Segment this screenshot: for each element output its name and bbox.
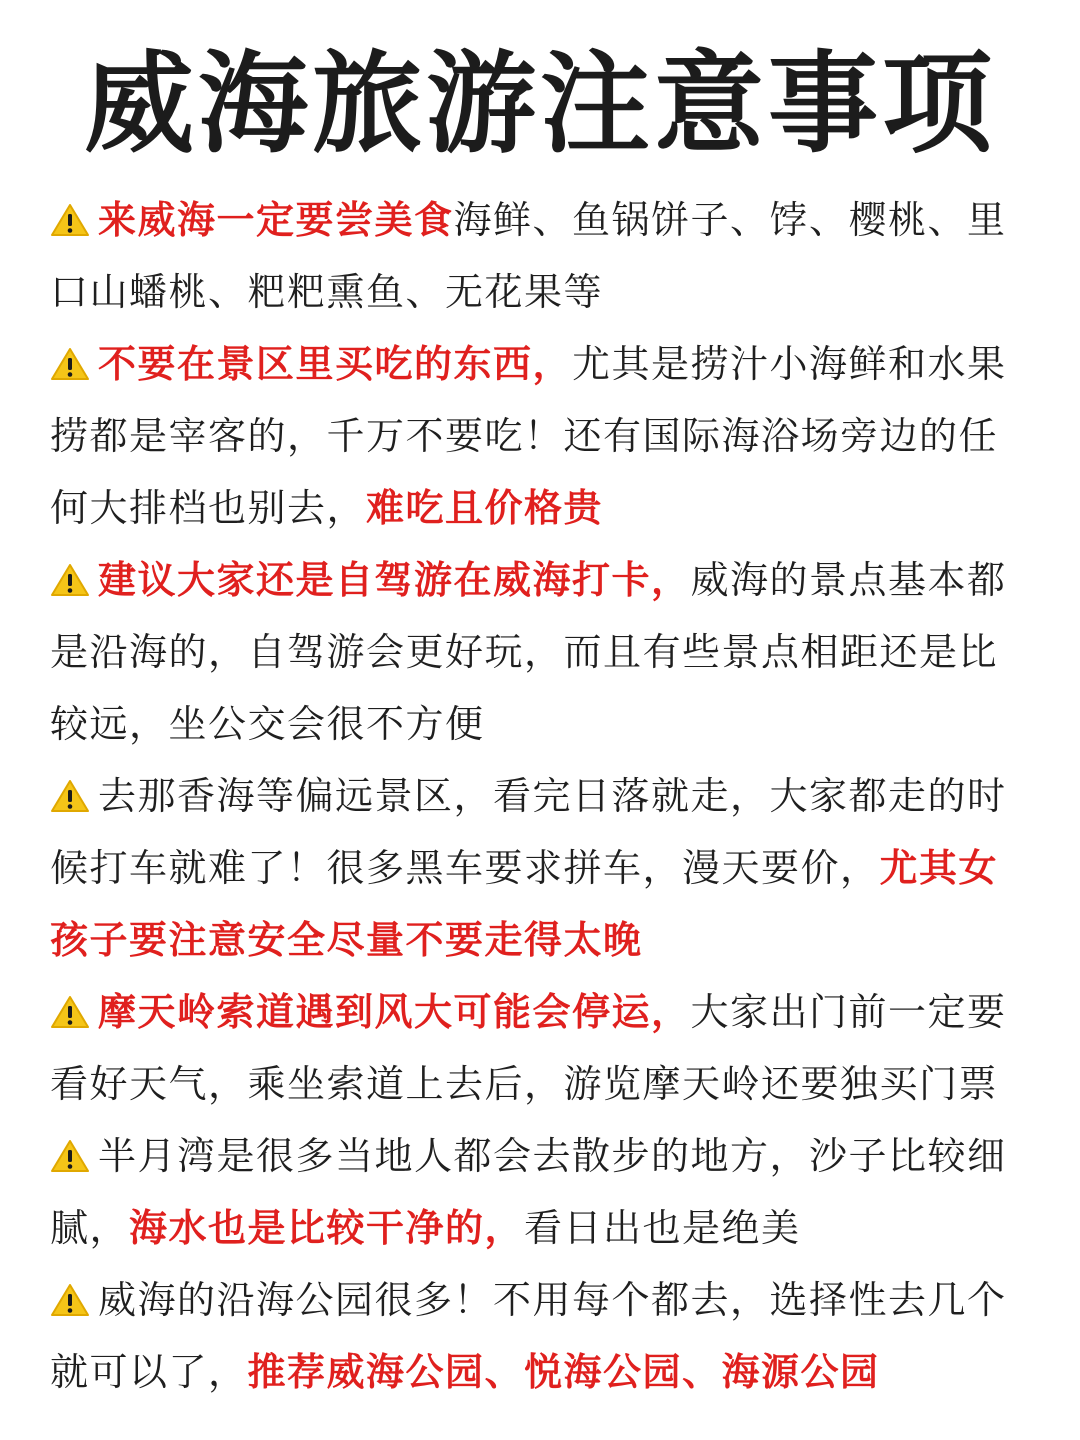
tip-text: 大家出门前一定要看好天气，乘坐索道上去后，游览摩天岭还要独买门票 [50, 990, 1007, 1106]
tip-text: 威海的景点基本都是沿海的，自驾游会更好玩，而且有些景点相距还是比较远，坐公交会很不方便 [50, 558, 1007, 746]
tip-item [50, 760, 1030, 976]
warning-icon [50, 203, 90, 237]
warning-icon [50, 563, 90, 597]
warning-icon [50, 779, 90, 813]
tip-text: 尤其是捞汁小海鲜和水果捞都是宰客的，千万不要吃！还有国际海浴场旁边的任何大排档也别去， [50, 342, 1007, 530]
tip-item [50, 328, 1030, 544]
tip-highlight-text: 摩天岭索道遇到风大可能会停运， [98, 990, 691, 1034]
tip-highlight-text: 尤其女孩子要注意安全尽量不要走得太晚 [50, 846, 999, 962]
tip-text: 半月湾是很多当地人都会去散步的地方，沙子比较细腻， [50, 1134, 1007, 1250]
tip-item [50, 976, 1030, 1120]
tip-highlight-text: 难吃且价格贵 [366, 486, 604, 530]
tip-highlight-text: 海水也是比较干净的， [129, 1206, 525, 1250]
tip-text: 海鲜、鱼锅饼子、饽、樱桃、里口山蟠桃、粑粑熏鱼、无花果等 [50, 198, 1007, 314]
page-title: 威海旅游注意事项 [84, 40, 996, 168]
tip-highlight-text: 推荐威海公园、悦海公园、海源公园 [247, 1350, 880, 1394]
tip-highlight-text: 来威海一定要尝美食 [98, 198, 454, 242]
tip-text: 去那香海等偏远景区，看完日落就走，大家都走的时候打车就难了！很多黑车要求拼车，漫天要价， [50, 774, 1007, 890]
tip-item [50, 1120, 1030, 1264]
warning-icon [50, 1283, 90, 1317]
tip-item [50, 544, 1030, 760]
tip-highlight-text: 建议大家还是自驾游在威海打卡， [98, 558, 691, 602]
warning-icon [50, 347, 90, 381]
tips-list [50, 184, 1030, 1408]
tip-item [50, 184, 1030, 328]
warning-icon [50, 995, 90, 1029]
warning-icon [50, 1139, 90, 1173]
tip-text: 看日出也是绝美 [524, 1206, 801, 1250]
tip-highlight-text: 不要在景区里买吃的东西， [98, 342, 573, 386]
tip-item [50, 1264, 1030, 1408]
tip-text: 威海的沿海公园很多！不用每个都去，选择性去几个就可以了， [50, 1278, 1007, 1394]
